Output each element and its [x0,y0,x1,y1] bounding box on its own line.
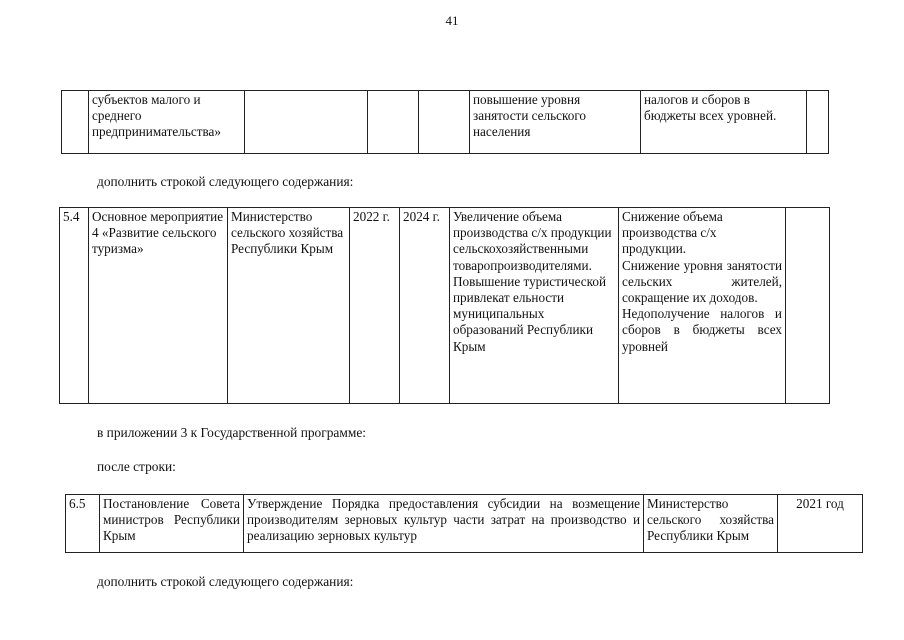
paragraph-after-row: после строки: [97,459,176,474]
cell-start: 2022 г. [350,208,400,404]
cell-content: Утверждение Порядка предоставления субсидии на возмещение производителям зерновых культур части затрат на производство и реализацию зерновых культур [244,495,644,553]
table-new-row [59,207,830,404]
cell-executor: Министерство сельского хозяйства Республики Крым [644,495,778,553]
cell-start [368,91,419,154]
page-number: 41 [445,13,459,28]
cell-document: Постановление Совета министров Республики Крым [100,495,244,553]
paragraph-add-row-1: дополнить строкой следующего содержания: [97,174,354,189]
cell-year: 2021 год [778,495,863,553]
cell-end: 2024 г. [400,208,450,404]
cell-number [62,91,89,154]
paragraph-appendix: в приложении 3 к Государственной программе: [97,425,366,440]
cell-end [419,91,470,154]
consequence-2: Снижение уровня занятости сельских жителей, сокращение их доходов. [622,257,782,306]
cell-consequence: налогов и сборов в бюджеты всех уровней. [641,91,807,154]
cell-number: 6.5 [66,495,100,553]
table-row [62,91,829,154]
consequence-3: Недополучение налогов и сборов в бюджеты всех уровней [622,306,782,354]
cell-consequence [619,208,786,404]
table-continuation [61,90,829,154]
consequence-1: Снижение объема производства с/х продукции. [622,209,723,257]
cell-executor: Министерство сельского хозяйства Республики Крым [228,208,350,404]
cell-last [807,91,829,154]
paragraph-add-row-2: дополнить строкой следующего содержания: [97,574,354,589]
cell-result: повышение уровня занятости сельского населения [470,91,641,154]
table-row [66,495,863,553]
cell-name: субъектов малого и среднего предпринимательства» [89,91,245,154]
cell-number: 5.4 [60,208,89,404]
cell-result: Увеличение объема производства с/х продукции сельскохозяйственными товаропроизводителями. Повышение туристической привлекат ельности муниципальных образований Республики Крым [450,208,619,404]
cell-name: Основное мероприятие 4 «Развитие сельского туризма» [89,208,228,404]
cell-executor [245,91,368,154]
table-reference-row [65,494,863,553]
cell-last [786,208,830,404]
table-row [60,208,830,404]
